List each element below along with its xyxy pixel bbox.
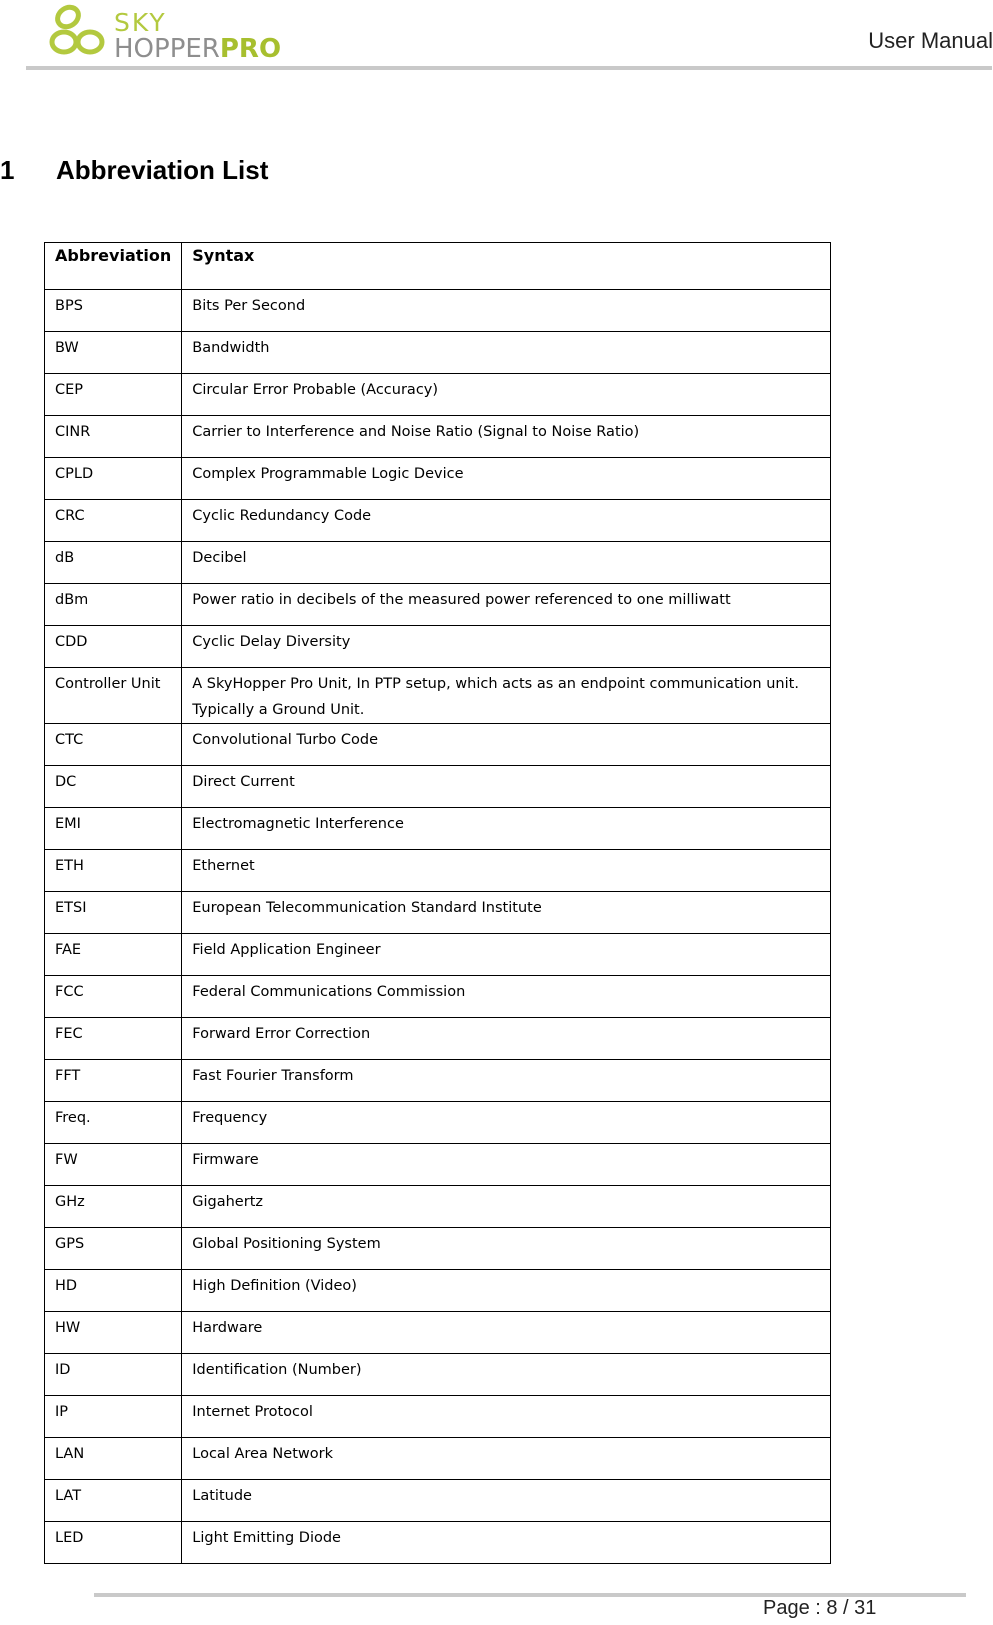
abbreviation-table — [44, 242, 831, 1564]
abbreviation-cell: DC — [45, 766, 182, 808]
abbreviation-cell: FAE — [45, 934, 182, 976]
table-row — [45, 724, 831, 766]
syntax-cell: Firmware — [182, 1144, 831, 1186]
table-row — [45, 766, 831, 808]
table-row — [45, 892, 831, 934]
syntax-cell: Federal Communications Commission — [182, 976, 831, 1018]
syntax-cell: Bits Per Second — [182, 290, 831, 332]
table-row — [45, 668, 831, 724]
syntax-cell: Fast Fourier Transform — [182, 1060, 831, 1102]
syntax-cell: Hardware — [182, 1312, 831, 1354]
syntax-cell: Cyclic Delay Diversity — [182, 626, 831, 668]
syntax-cell: Ethernet — [182, 850, 831, 892]
syntax-cell: European Telecommunication Standard Institute — [182, 892, 831, 934]
table-row — [45, 1186, 831, 1228]
abbreviation-cell: FW — [45, 1144, 182, 1186]
syntax-cell: Circular Error Probable (Accuracy) — [182, 374, 831, 416]
syntax-cell: Identification (Number) — [182, 1354, 831, 1396]
table-row — [45, 934, 831, 976]
abbreviation-cell: EMI — [45, 808, 182, 850]
table-row — [45, 1060, 831, 1102]
table-header-row — [45, 243, 831, 290]
syntax-cell: Cyclic Redundancy Code — [182, 500, 831, 542]
abbreviation-cell: ID — [45, 1354, 182, 1396]
abbreviation-cell: GPS — [45, 1228, 182, 1270]
syntax-cell: High Definition (Video) — [182, 1270, 831, 1312]
syntax-cell: Direct Current — [182, 766, 831, 808]
abbreviation-cell: BW — [45, 332, 182, 374]
table-row — [45, 458, 831, 500]
table-row — [45, 1396, 831, 1438]
abbreviation-cell: FFT — [45, 1060, 182, 1102]
abbreviation-cell: Freq. — [45, 1102, 182, 1144]
syntax-cell: Convolutional Turbo Code — [182, 724, 831, 766]
abbreviation-cell: HW — [45, 1312, 182, 1354]
logo-hopper-text — [114, 36, 281, 62]
syntax-cell: Bandwidth — [182, 332, 831, 374]
table-row — [45, 808, 831, 850]
logo-hopper-word: HOPPER — [114, 34, 220, 64]
abbreviation-cell: FCC — [45, 976, 182, 1018]
table-row — [45, 850, 831, 892]
abbreviation-cell: ETH — [45, 850, 182, 892]
section-heading — [0, 155, 268, 186]
logo-pro-word: PRO — [219, 34, 282, 64]
table-row — [45, 1354, 831, 1396]
header-divider — [26, 66, 992, 70]
abbreviation-cell: IP — [45, 1396, 182, 1438]
skyhopper-pro-logo — [48, 2, 282, 64]
table-row — [45, 1480, 831, 1522]
syntax-cell: Complex Programmable Logic Device — [182, 458, 831, 500]
table-row — [45, 542, 831, 584]
table-row — [45, 1228, 831, 1270]
section-title: Abbreviation List — [56, 155, 269, 185]
syntax-cell: Latitude — [182, 1480, 831, 1522]
table-row — [45, 976, 831, 1018]
syntax-cell: A SkyHopper Pro Unit, In PTP setup, which acts as an endpoint communication unit. Typically a Ground Unit. — [182, 668, 831, 724]
abbreviation-cell: CDD — [45, 626, 182, 668]
table-row — [45, 626, 831, 668]
table-body — [45, 290, 831, 1564]
logo-sky-text: SKY — [114, 8, 167, 37]
abbreviation-cell: CINR — [45, 416, 182, 458]
column-header-abbreviation: Abbreviation — [45, 243, 182, 290]
syntax-cell: Carrier to Interference and Noise Ratio (Signal to Noise Ratio) — [182, 416, 831, 458]
section-number: 1 — [0, 155, 15, 185]
table-row — [45, 1312, 831, 1354]
syntax-cell: Decibel — [182, 542, 831, 584]
syntax-cell: Field Application Engineer — [182, 934, 831, 976]
abbreviation-cell: CEP — [45, 374, 182, 416]
table-row — [45, 1144, 831, 1186]
syntax-cell: Internet Protocol — [182, 1396, 831, 1438]
table-row — [45, 1438, 831, 1480]
abbreviation-cell: LAT — [45, 1480, 182, 1522]
table-row — [45, 584, 831, 626]
table-row — [45, 1270, 831, 1312]
abbreviation-cell: FEC — [45, 1018, 182, 1060]
abbreviation-cell: dB — [45, 542, 182, 584]
abbreviation-cell: BPS — [45, 290, 182, 332]
syntax-cell: Global Positioning System — [182, 1228, 831, 1270]
abbreviation-cell: dBm — [45, 584, 182, 626]
abbreviation-cell: Controller Unit — [45, 668, 182, 724]
table-row — [45, 374, 831, 416]
abbreviation-cell: ETSI — [45, 892, 182, 934]
table-row — [45, 1102, 831, 1144]
abbreviation-cell: LED — [45, 1522, 182, 1564]
table-row — [45, 416, 831, 458]
table-row — [45, 1018, 831, 1060]
abbreviation-cell: GHz — [45, 1186, 182, 1228]
abbreviation-cell: CTC — [45, 724, 182, 766]
column-header-syntax: Syntax — [182, 243, 831, 290]
syntax-cell: Electromagnetic Interference — [182, 808, 831, 850]
abbreviation-cell: CPLD — [45, 458, 182, 500]
document-type: User Manual — [868, 28, 993, 53]
syntax-cell: Local Area Network — [182, 1438, 831, 1480]
page-number: Page : 8 / 31 — [763, 1597, 877, 1619]
syntax-cell: Gigahertz — [182, 1186, 831, 1228]
syntax-cell: Light Emitting Diode — [182, 1522, 831, 1564]
abbreviation-cell: HD — [45, 1270, 182, 1312]
table-row — [45, 500, 831, 542]
abbreviation-cell: LAN — [45, 1438, 182, 1480]
table-row — [45, 290, 831, 332]
logo-emblem-icon — [48, 2, 114, 62]
abbreviation-cell: CRC — [45, 500, 182, 542]
table-row — [45, 1522, 831, 1564]
syntax-cell: Frequency — [182, 1102, 831, 1144]
syntax-cell: Power ratio in decibels of the measured power referenced to one milliwatt — [182, 584, 831, 626]
table-row — [45, 332, 831, 374]
syntax-cell: Forward Error Correction — [182, 1018, 831, 1060]
